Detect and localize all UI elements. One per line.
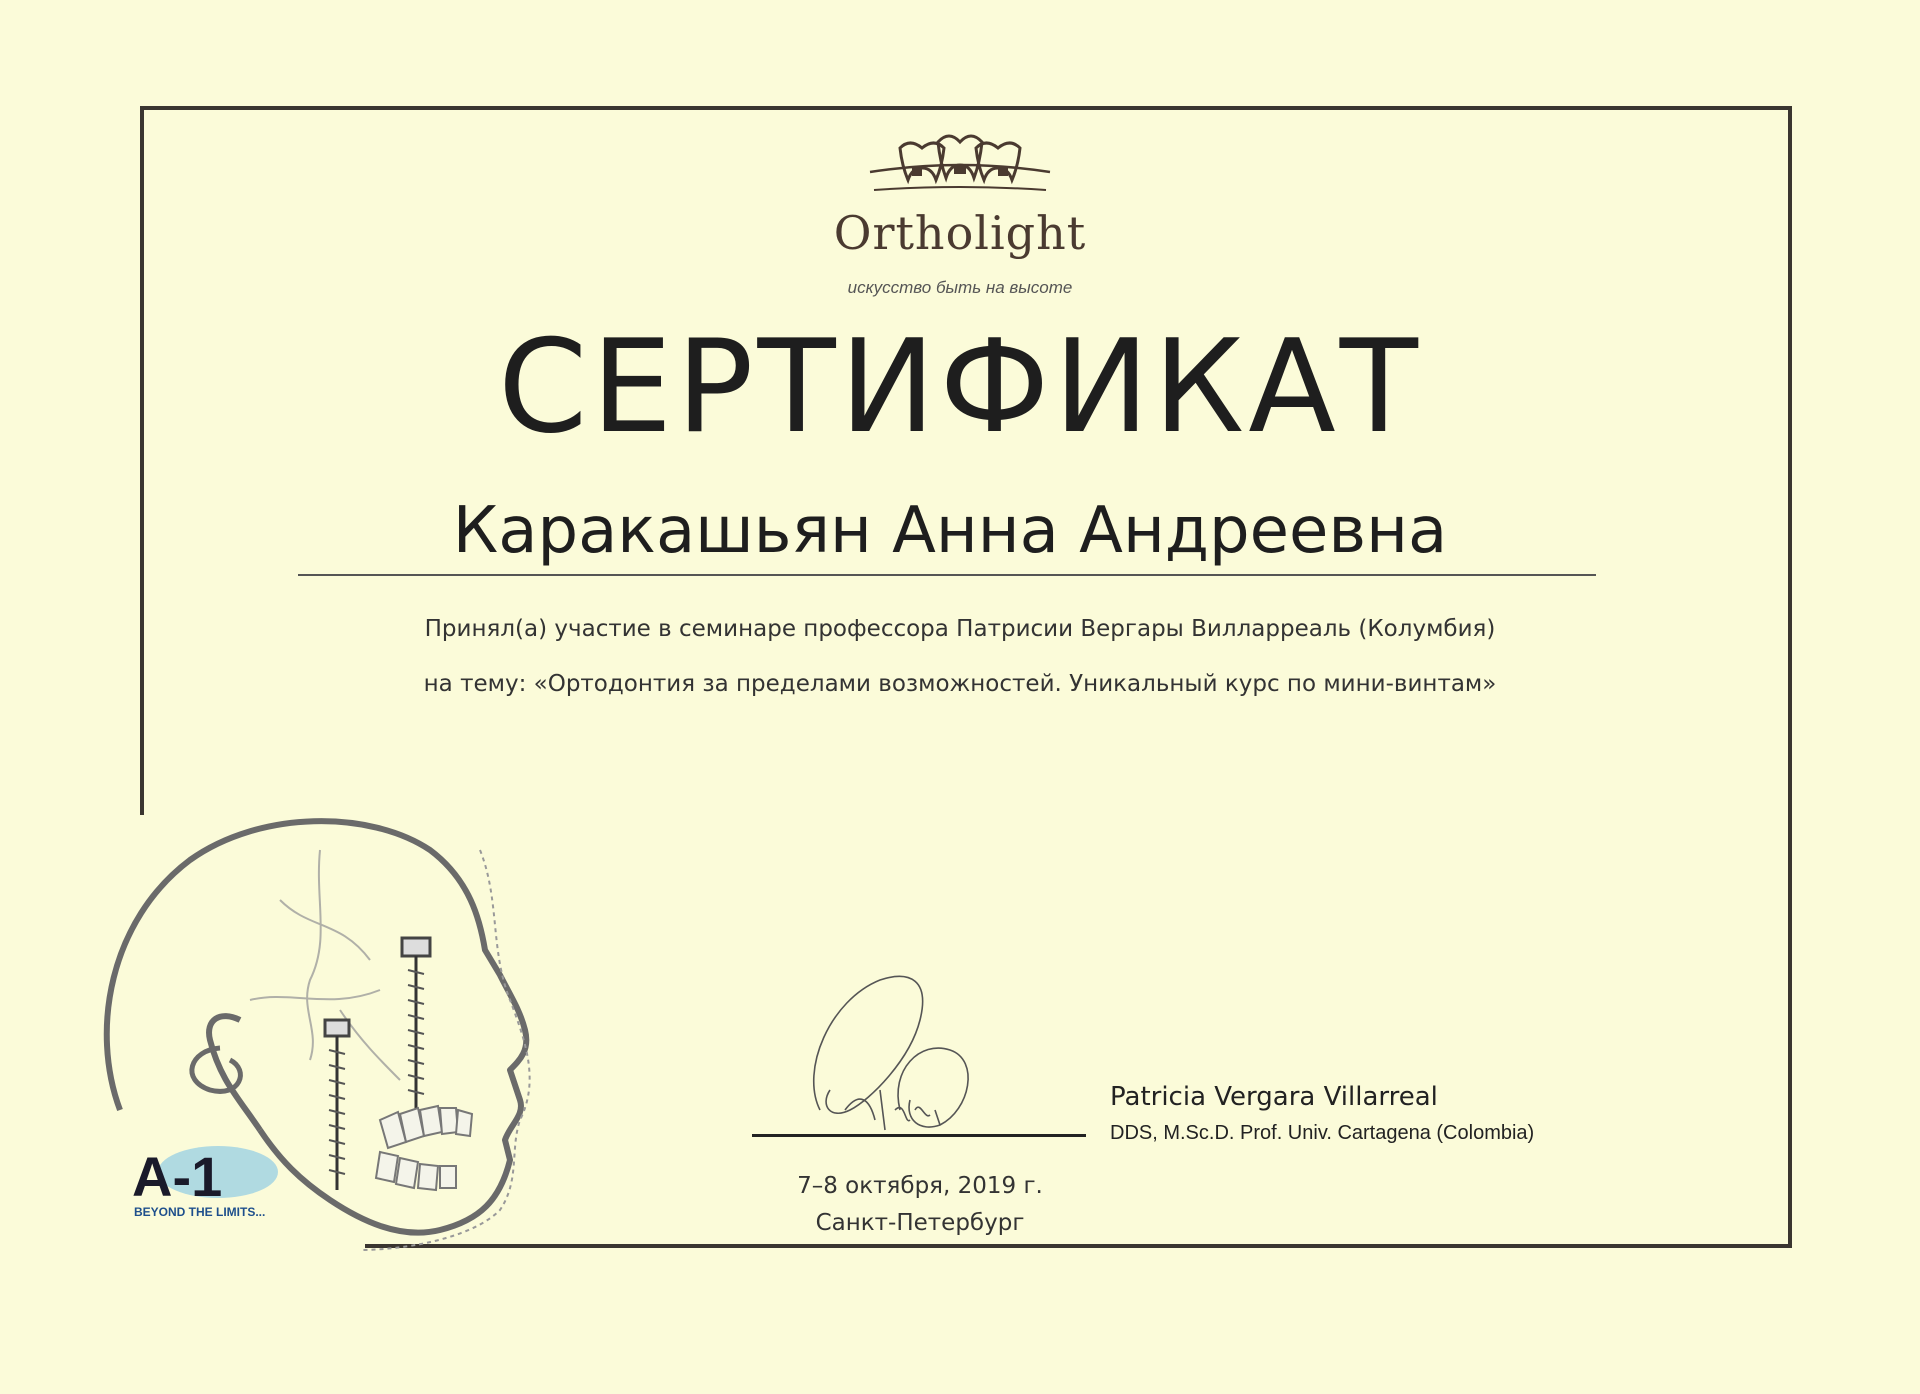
a1-mark: A-1 (132, 1145, 223, 1208)
event-date-place (720, 1168, 1120, 1242)
description-line-1: Принял(а) участие в семинаре профессора Патрисии Вергары Вилларреаль (Колумбия) (424, 616, 1496, 642)
event-date: 7–8 октября, 2019 г. (797, 1173, 1043, 1199)
certificate-title: СЕРТИФИКАТ (498, 313, 1422, 462)
a1-slogan: BEYOND THE LIMITS... (134, 1205, 266, 1219)
signer-title: DDS, M.Sc.D. Prof. Univ. Cartagena (Colombia) (1110, 1122, 1535, 1144)
description-line-2: на тему: «Ортодонтия за пределами возможностей. Уникальный курс по мини-винтам» (423, 671, 1497, 697)
teeth-braces-icon (860, 126, 1060, 206)
a1-logo (118, 1134, 278, 1224)
signature (790, 960, 1030, 1140)
recipient-underline (298, 574, 1596, 576)
recipient-name: Каракашьян Анна Андреевна (452, 494, 1448, 568)
signature-line (752, 1134, 1086, 1137)
event-city: Санкт-Петербург (815, 1209, 1025, 1236)
brand-tagline: искусство быть на высоте (847, 278, 1073, 297)
signer-name: Patricia Vergara Villarreal (1110, 1082, 1438, 1112)
brand-name: Ortholight (833, 206, 1087, 260)
